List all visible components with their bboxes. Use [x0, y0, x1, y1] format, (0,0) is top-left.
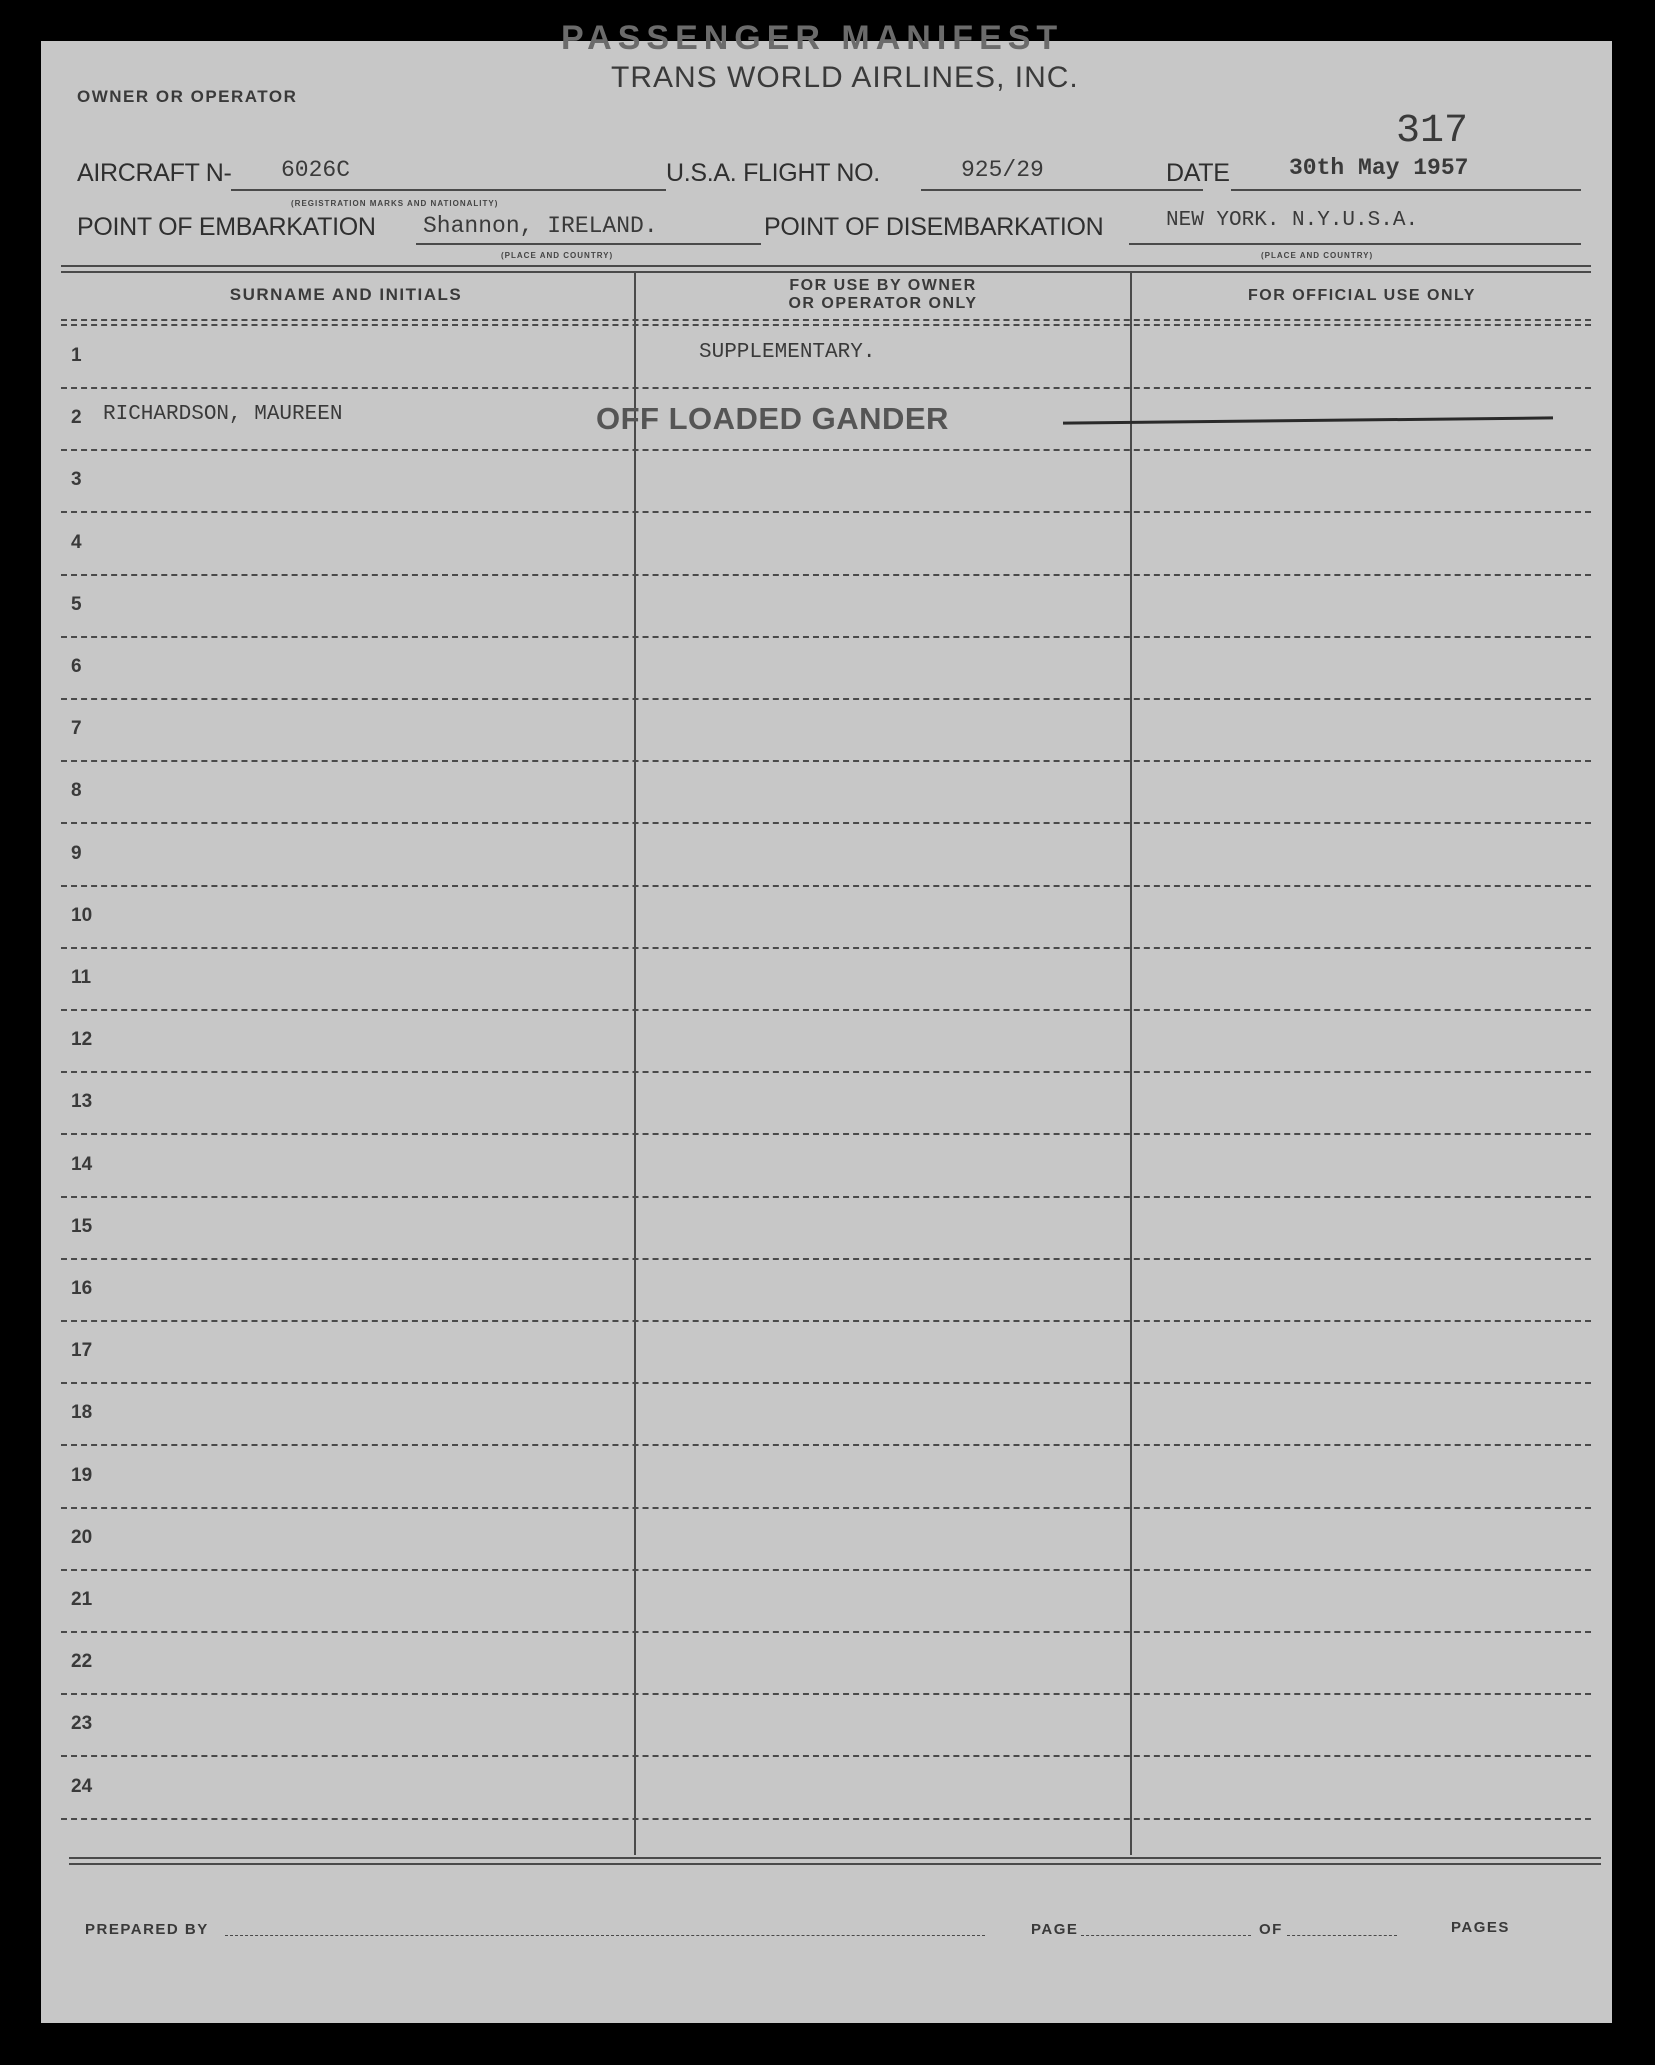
column-divider-1 — [634, 273, 636, 1855]
disembarkation-label: POINT OF DISEMBARKATION — [764, 213, 1104, 241]
row-number: 15 — [71, 1215, 93, 1237]
column-header-owner-line1: FOR USE BY OWNER — [789, 277, 977, 294]
pages-label: PAGES — [1451, 1919, 1510, 1936]
row-rule — [61, 760, 1591, 762]
table-bottom-rule-bottom — [69, 1863, 1601, 1865]
passenger-name: RICHARDSON, MAUREEN — [103, 403, 343, 427]
column-header-official: FOR OFFICIAL USE ONLY — [1248, 287, 1476, 304]
owner-use-entry: SUPPLEMENTARY. — [699, 341, 876, 364]
date-label: DATE — [1166, 159, 1230, 187]
flight-label: U.S.A. FLIGHT NO. — [666, 159, 880, 187]
row-number: 16 — [71, 1278, 93, 1299]
row-rule — [61, 1444, 1591, 1446]
disembarkation-value: NEW YORK. N.Y.U.S.A. — [1166, 209, 1419, 232]
row-rule — [61, 947, 1591, 949]
row-rule — [61, 1755, 1591, 1757]
row-number: 4 — [71, 531, 82, 553]
row-number: 14 — [71, 1153, 93, 1175]
handwritten-strike-line — [1063, 417, 1553, 425]
row-rule — [61, 1693, 1591, 1695]
embarkation-underline — [416, 243, 761, 245]
row-number: 7 — [71, 718, 82, 740]
column-divider-2 — [1130, 273, 1132, 1855]
row-rule — [61, 636, 1591, 638]
date-underline — [1231, 189, 1581, 191]
row-rule — [61, 387, 1591, 389]
prepared-by-line — [225, 1935, 985, 1936]
row-rule — [61, 1133, 1591, 1135]
column-header-surname: SURNAME AND INITIALS — [229, 285, 463, 304]
row-rule — [61, 1071, 1591, 1073]
embarkation-label: POINT OF EMBARKATION — [77, 213, 376, 241]
of-line — [1287, 1935, 1397, 1936]
row-rule — [61, 1258, 1591, 1260]
date-value: 30th May 1957 — [1289, 155, 1469, 181]
row-rule — [61, 449, 1591, 451]
manifest-page — [41, 19, 1612, 2023]
embarkation-note: (PLACE AND COUNTRY) — [501, 251, 614, 260]
page-stamp-number: 317 — [1396, 109, 1469, 154]
aircraft-value: 6026C — [281, 157, 351, 183]
row-rule — [61, 1320, 1591, 1322]
row-number: 11 — [71, 967, 92, 988]
flight-value: 925/29 — [961, 157, 1044, 183]
disembarkation-underline — [1129, 243, 1581, 245]
prepared-by-label: PREPARED BY — [85, 1921, 209, 1938]
row-rule — [61, 1382, 1591, 1384]
row-rule — [61, 885, 1591, 887]
manifest-title-partial: PASSENGER MANIFEST — [561, 19, 1064, 57]
row-rule — [61, 1818, 1591, 1820]
aircraft-underline — [231, 189, 666, 191]
row-number: 6 — [71, 656, 82, 677]
row-number: 5 — [71, 593, 82, 615]
owner-use-entry: OFF LOADED GANDER — [596, 401, 949, 437]
row-number: 1 — [71, 345, 82, 366]
page-line — [1081, 1935, 1251, 1936]
row-number: 18 — [71, 1402, 93, 1424]
row-rule — [61, 698, 1591, 700]
row-rule — [61, 574, 1591, 576]
page-label: PAGE — [1031, 1921, 1079, 1938]
flight-underline — [921, 189, 1203, 191]
row-rule — [61, 511, 1591, 513]
row-number: 21 — [71, 1589, 93, 1610]
embarkation-value: Shannon, IRELAND. — [423, 213, 658, 239]
disembarkation-note: (PLACE AND COUNTRY) — [1261, 251, 1374, 260]
column-header-rule — [61, 319, 1591, 321]
row-number: 2 — [71, 407, 82, 429]
row-number: 12 — [71, 1029, 93, 1051]
row-number: 9 — [71, 842, 82, 864]
header-rule-top — [61, 265, 1591, 267]
registration-note: (REGISTRATION MARKS AND NATIONALITY) — [291, 199, 499, 208]
owner-operator-label: OWNER OR OPERATOR — [77, 87, 298, 106]
header-rule-bottom — [61, 271, 1591, 273]
row-number: 22 — [71, 1651, 93, 1673]
row-number: 19 — [71, 1464, 93, 1486]
row-number: 10 — [71, 904, 93, 926]
row-number: 17 — [71, 1340, 93, 1362]
row-rule — [61, 1507, 1591, 1509]
row-rule — [61, 822, 1591, 824]
column-header-owner-line2: OR OPERATOR ONLY — [788, 295, 978, 312]
airline-name: TRANS WORLD AIRLINES, INC. — [611, 61, 1079, 94]
row-number: 8 — [71, 780, 82, 802]
of-label: OF — [1259, 1921, 1283, 1938]
row-rule — [61, 1569, 1591, 1571]
row-number: 20 — [71, 1526, 93, 1548]
row-number: 13 — [71, 1091, 93, 1113]
row-rule — [61, 1009, 1591, 1011]
row-rule — [61, 1196, 1591, 1198]
column-header-rule-2 — [61, 324, 1591, 326]
aircraft-label: AIRCRAFT N- — [77, 159, 232, 187]
row-number: 3 — [71, 469, 82, 491]
table-bottom-rule-top — [69, 1857, 1601, 1859]
row-number: 24 — [71, 1775, 93, 1797]
row-rule — [61, 1631, 1591, 1633]
row-number: 23 — [71, 1713, 93, 1735]
